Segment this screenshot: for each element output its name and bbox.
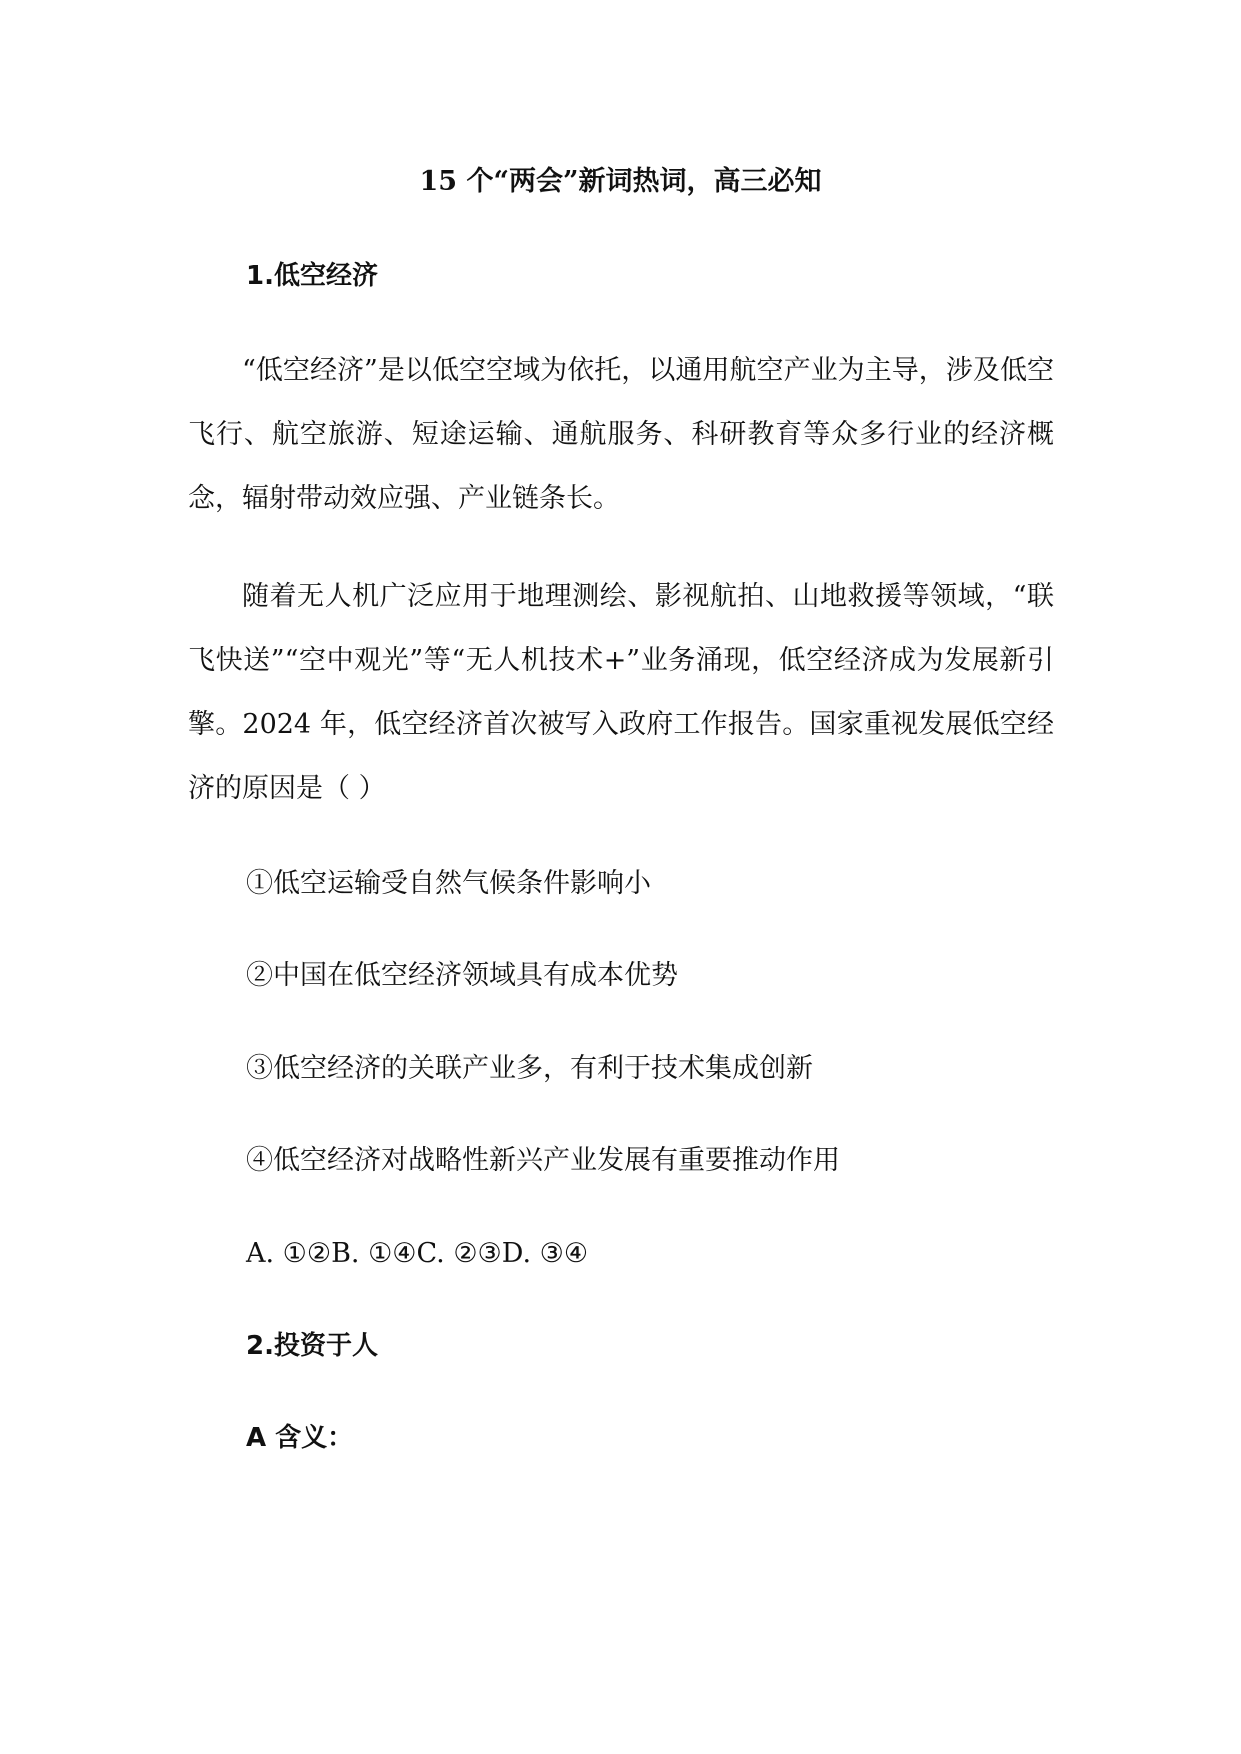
option-2: ②中国在低空经济领域具有成本优势: [246, 960, 678, 991]
answer-choices: A. ①②B. ①④C. ②③D. ③④: [246, 1238, 589, 1269]
section-heading-low-altitude-economy: 1.低空经济: [246, 261, 378, 291]
paragraph-definition: “低空经济”是以低空空域为依托，以通用航空产业为主导，涉及低空飞行、航空旅游、短途运输、通航服务、科研教育等众多行业的经济概念，辐射带动效应强、产业链条长。: [188, 355, 1054, 514]
document-title: 15 个“两会”新词热词，高三必知: [419, 166, 822, 197]
option-1: ①低空运输受自然气候条件影响小: [246, 868, 651, 899]
paragraph-question: 随着无人机广泛应用于地理测绘、影视航拍、山地救援等领域，“联飞快送”“空中观光”等“无人机技术+”业务涌现，低空经济成为发展新引擎。2024 年，低空经济首次被写入政府工作报告。国家重视发展低空经济的原因是（ ）: [188, 581, 1054, 804]
option-3: ③低空经济的关联产业多，有利于技术集成创新: [246, 1053, 813, 1084]
option-4: ④低空经济对战略性新兴产业发展有重要推动作用: [246, 1145, 840, 1176]
subheading-meaning: A 含义：: [246, 1423, 354, 1453]
section-heading-invest-in-people: 2.投资于人: [246, 1331, 378, 1361]
